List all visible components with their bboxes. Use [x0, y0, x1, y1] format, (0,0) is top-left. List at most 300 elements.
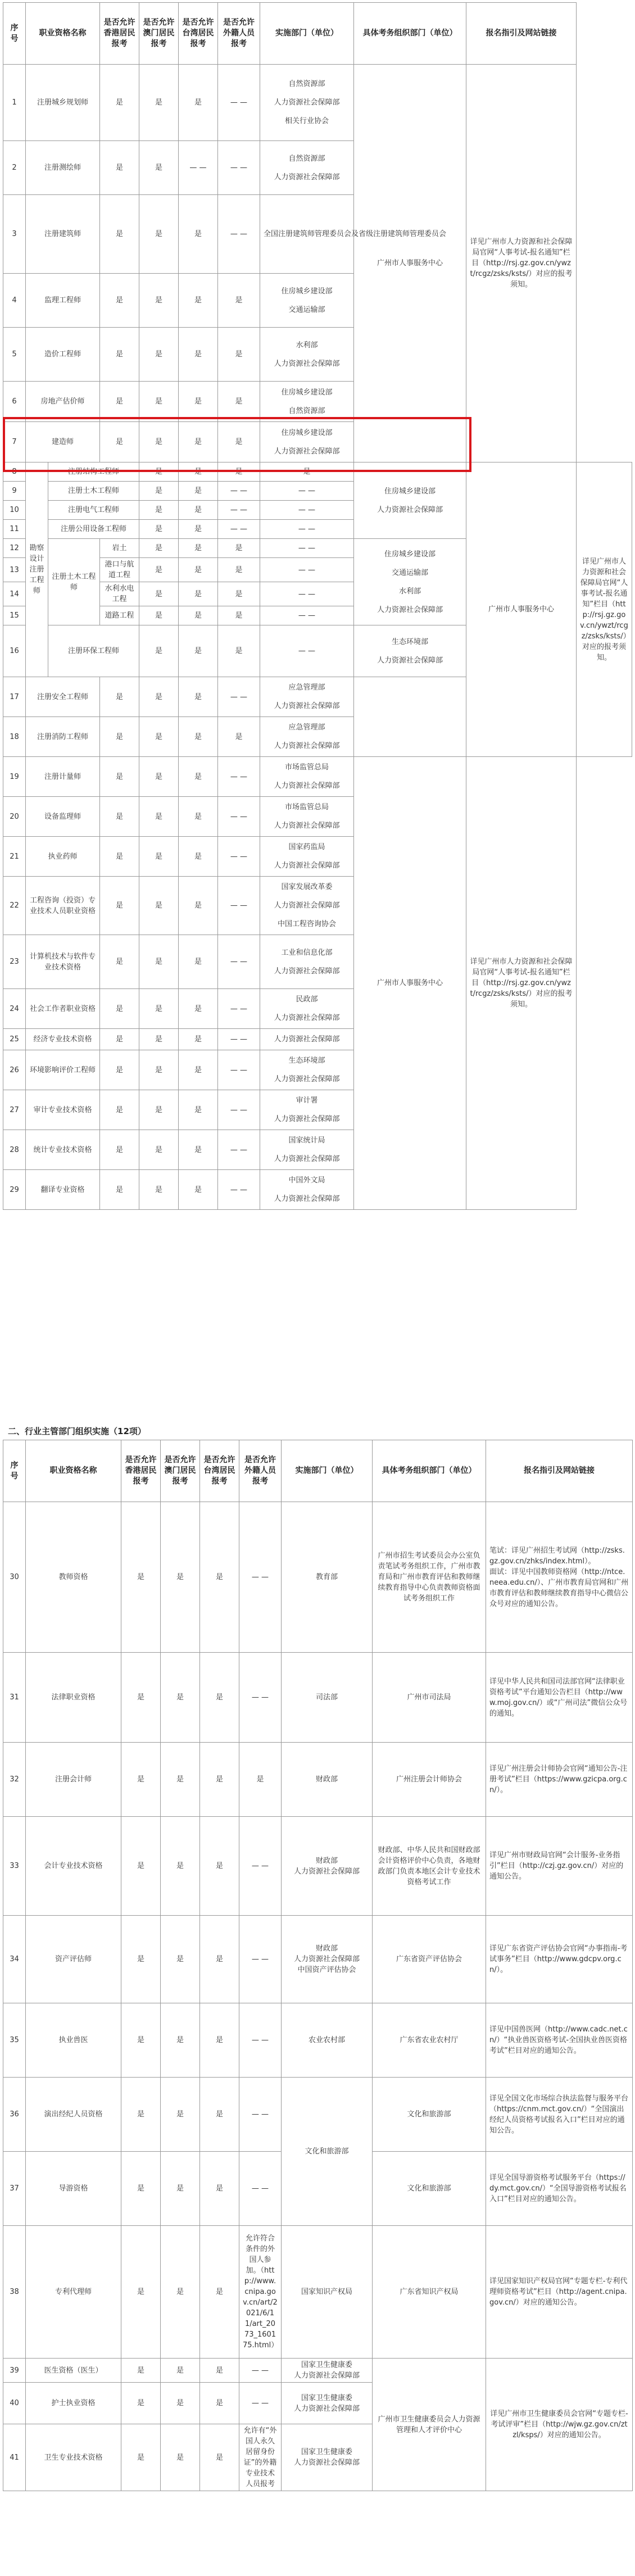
tw-allowed: 是: [200, 2226, 239, 2359]
qualification-name: 医生资格（医生）: [26, 2359, 121, 2383]
col-header-hk: 是否允许香港居民报考: [100, 3, 139, 65]
section-2-title: 二、行业主管部门组织实施（12项）: [8, 1426, 146, 1436]
qualification-name: 卫生专业技术资格: [26, 2424, 121, 2491]
table-header-row: [3, 1440, 633, 1502]
mo-allowed: 是: [179, 606, 218, 625]
dept-line: 住房城乡建设部: [384, 550, 436, 559]
foreign-allowed: — —: [218, 1029, 260, 1050]
qualification-name: 导游资格: [26, 2152, 121, 2226]
tw-allowed: 是: [179, 65, 218, 141]
mo-allowed: 是: [161, 2226, 200, 2359]
implementing-dept: 财政部 人力资源社会保障部: [282, 1817, 373, 1916]
qualification-name: 注册电气工程师: [48, 501, 139, 520]
implementing-dept: 国家知识产权局: [282, 2226, 373, 2359]
dept-line: 住房城乡建设部: [281, 428, 333, 437]
dept-line: 全国注册建筑师管理委员会及省级注册建筑师管理委员会: [264, 230, 447, 238]
hk-allowed: 是: [100, 1029, 139, 1050]
mo-allowed: 是: [139, 877, 179, 935]
qualification-name: 注册土木工程师: [48, 482, 139, 501]
hk-allowed: 是: [139, 501, 179, 520]
tw-allowed: 是: [218, 625, 260, 677]
dept-line: 人力资源社会保障部: [274, 967, 340, 976]
tw-allowed: 是: [218, 582, 260, 606]
foreign-allowed: — —: [260, 501, 354, 520]
subgroup-label: 注册土木工程师: [48, 539, 100, 625]
mo-allowed: 是: [139, 382, 179, 422]
registration-guide: 详见广州注册会计师协会官网“通知公告-注册考试”栏目（https://www.gzicpa.org.cn/）。: [486, 1743, 633, 1817]
foreign-allowed: — —: [239, 1817, 282, 1916]
exam-organizer: 广州市人事服务中心: [354, 65, 466, 462]
table-row: [3, 2359, 633, 2383]
col-header-guide: 报名指引及网站链接: [486, 1440, 633, 1502]
dept-line: 交通运输部: [288, 305, 325, 314]
foreign-allowed: — —: [239, 2359, 282, 2383]
mo-allowed: 是: [161, 1817, 200, 1916]
col-header-name: 职业资格名称: [26, 1440, 121, 1502]
table-row: [3, 2003, 633, 2078]
tw-allowed: 是: [179, 422, 218, 462]
tw-allowed: 是: [200, 1502, 239, 1653]
row-index: 28: [3, 1130, 26, 1170]
mo-allowed: 是: [161, 2078, 200, 2152]
mo-allowed: 是: [139, 274, 179, 328]
qualification-name: 执业兽医: [26, 2003, 121, 2078]
hk-allowed: 是: [139, 606, 179, 625]
row-index: 32: [3, 1743, 26, 1817]
mo-allowed: 是: [139, 1130, 179, 1170]
row-index: 20: [3, 797, 26, 837]
hk-allowed: 是: [100, 328, 139, 382]
hk-allowed: 是: [100, 195, 139, 274]
hk-allowed: 是: [100, 797, 139, 837]
dept-line: 国家药监局: [288, 843, 325, 851]
foreign-allowed: — —: [239, 2383, 282, 2424]
col-header-org: 具体考务组织部门（单位）: [373, 1440, 486, 1502]
implementing-dept: [260, 877, 354, 935]
mo-allowed: 是: [161, 2359, 200, 2383]
foreign-allowed: — —: [218, 65, 260, 141]
dept-line: 人力资源社会保障部: [377, 656, 443, 665]
tw-allowed: 是: [179, 1130, 218, 1170]
table-row: [3, 2078, 633, 2152]
implementing-dept: [260, 677, 354, 717]
qualification-name: 注册建筑师: [26, 195, 100, 274]
hk-allowed: 是: [139, 625, 179, 677]
implementing-dept: [354, 539, 466, 625]
row-index: 22: [3, 877, 26, 935]
table-row: [3, 2226, 633, 2359]
foreign-allowed: — —: [239, 2003, 282, 2078]
highlight-box: [3, 417, 471, 472]
row-index: 7: [3, 422, 26, 462]
mo-allowed: 是: [139, 717, 179, 757]
tw-allowed: 是: [218, 558, 260, 582]
row-index: 31: [3, 1653, 26, 1743]
hk-allowed: 是: [121, 2383, 161, 2424]
registration-guide: 详见全国文化市场综合执法监督与服务平台（https://cnm.mct.gov.cn/）“全国演出经纪人员资格考试报名入口”栏目对应的通知公告。: [486, 2078, 633, 2152]
tw-allowed: — —: [179, 141, 218, 195]
foreign-allowed: 是: [218, 328, 260, 382]
dept-line: 应急管理部: [288, 723, 325, 732]
foreign-allowed: 是: [239, 1743, 282, 1817]
group-label: 勘察设计注册工程师: [26, 462, 48, 677]
row-index: 13: [3, 558, 26, 582]
row-index: 38: [3, 2226, 26, 2359]
foreign-allowed: — —: [218, 195, 260, 274]
tw-allowed: 是: [200, 2424, 239, 2491]
implementing-dept: 文化和旅游部: [282, 2078, 373, 2226]
dept-line: 人力资源社会保障部: [274, 861, 340, 870]
row-index: 4: [3, 274, 26, 328]
foreign-allowed: — —: [260, 606, 354, 625]
row-index: 19: [3, 757, 26, 797]
row-index: 39: [3, 2359, 26, 2383]
dept-line: 市场监管总局: [284, 803, 329, 811]
hk-allowed: 是: [139, 482, 179, 501]
hk-allowed: 是: [100, 935, 139, 989]
foreign-allowed: — —: [218, 1050, 260, 1090]
qualification-name: 注册消防工程师: [26, 717, 100, 757]
qualification-name: 注册环保工程师: [48, 625, 139, 677]
dept-line: 中国外文局: [288, 1176, 325, 1185]
registration-guide: 详见广州市人力资源和社会保障局官网“人事考试-报名通知”栏目（http://rsj.gz.gov.cn/ywzt/rcgz/zsks/ksts/）对应的报考须知。: [466, 757, 577, 1210]
hk-allowed: 是: [100, 677, 139, 717]
qualification-name: 资产评估师: [26, 1916, 121, 2003]
implementing-dept: [260, 65, 354, 141]
implementing-dept: [260, 837, 354, 877]
qualification-name: 护士执业资格: [26, 2383, 121, 2424]
hk-allowed: 是: [139, 558, 179, 582]
tw-allowed: 是: [218, 462, 260, 482]
dept-line: 自然资源部: [288, 80, 325, 88]
exam-organizer: 财政部、中华人民共和国财政部会计资格评价中心负责，各地财政部门负责本地区会计专业技术资格考试工作: [373, 1817, 486, 1916]
foreign-allowed: 允许符合条件的外国人参加。（http://www.cnipa.gov.cn/art/2021/6/11/art_2073_160175.html）: [239, 2226, 282, 2359]
dept-line: 人力资源社会保障部: [274, 822, 340, 830]
hk-allowed: 是: [100, 274, 139, 328]
implementing-dept: 财政部 人力资源社会保障部 中国资产评估协会: [282, 1916, 373, 2003]
table-row: [3, 1916, 633, 2003]
foreign-allowed: — —: [218, 797, 260, 837]
mo-allowed: 是: [161, 1916, 200, 2003]
implementing-dept: 财政部: [282, 1743, 373, 1817]
col-header-mo: 是否允许澳门居民报考: [161, 1440, 200, 1502]
foreign-allowed: 是: [260, 462, 354, 482]
tw-allowed: 是: [179, 757, 218, 797]
table-row: [3, 1817, 633, 1916]
tw-allowed: 是: [218, 539, 260, 558]
tw-allowed: 是: [200, 1743, 239, 1817]
mo-allowed: 是: [161, 1743, 200, 1817]
mo-allowed: 是: [139, 989, 179, 1029]
row-index: 5: [3, 328, 26, 382]
tw-allowed: 是: [179, 382, 218, 422]
col-header-tw: 是否允许台湾居民报考: [179, 3, 218, 65]
tw-allowed: 是: [200, 2003, 239, 2078]
row-index: 34: [3, 1916, 26, 2003]
foreign-allowed: — —: [239, 1916, 282, 2003]
row-index: 26: [3, 1050, 26, 1090]
col-header-foreign: 是否允许外籍人员报考: [218, 3, 260, 65]
hk-allowed: 是: [100, 877, 139, 935]
dept-line: 人力资源社会保障部: [274, 1155, 340, 1163]
exam-organizer: 广东省知识产权局: [373, 2226, 486, 2359]
mo-allowed: 是: [161, 2152, 200, 2226]
col-header-mo: 是否允许澳门居民报考: [139, 3, 179, 65]
row-index: 11: [3, 520, 26, 539]
qualification-name: 经济专业技术资格: [26, 1029, 100, 1050]
hk-allowed: 是: [139, 462, 179, 482]
exam-organizer: 广州市人事服务中心: [466, 462, 577, 757]
exam-organizer: 广州市卫生健康委员会人力资源管理和人才评价中心: [373, 2359, 486, 2491]
mo-allowed: 是: [139, 328, 179, 382]
registration-guide: 详见中国兽医网（http://www.cadc.net.cn/）“执业兽医资格考试-全国执业兽医资格考试”栏目对应的通知公告。: [486, 2003, 633, 2078]
qualification-name: 注册城乡规划师: [26, 65, 100, 141]
row-index: 29: [3, 1170, 26, 1210]
mo-allowed: 是: [179, 520, 218, 539]
foreign-allowed: 是: [218, 717, 260, 757]
dept-line: 水利部: [296, 341, 318, 350]
row-index: 40: [3, 2383, 26, 2424]
row-index: 8: [3, 462, 26, 482]
row-index: 17: [3, 677, 26, 717]
qualification-name: 执业药师: [26, 837, 100, 877]
tw-allowed: 是: [179, 989, 218, 1029]
hk-allowed: 是: [121, 2003, 161, 2078]
implementing-dept: [260, 1170, 354, 1210]
dept-line: 人力资源社会保障部: [274, 1195, 340, 1203]
mo-allowed: 是: [139, 1029, 179, 1050]
foreign-allowed: — —: [218, 677, 260, 717]
dept-line: 生态环境部: [391, 637, 428, 646]
mo-allowed: 是: [139, 677, 179, 717]
mo-allowed: 是: [139, 797, 179, 837]
table-row: [3, 65, 632, 141]
implementing-dept: 农业农村部: [282, 2003, 373, 2078]
mo-allowed: 是: [179, 539, 218, 558]
dept-line: 审计署: [296, 1096, 318, 1105]
qualification-name: 工程咨询（投资）专业技术人员职业资格: [26, 877, 100, 935]
registration-guide: 详见广州市人力资源和社会保障局官网“人事考试-报名通知”栏目（http://rsj.gz.gov.cn/ywzt/rcgz/zsks/ksts/）对应的报考须知。: [577, 462, 632, 757]
hk-allowed: 是: [121, 2078, 161, 2152]
implementing-dept: [354, 462, 466, 539]
tw-allowed: — —: [218, 520, 260, 539]
qualification-name: 建造师: [26, 422, 100, 462]
foreign-allowed: 是: [218, 382, 260, 422]
mo-allowed: 是: [161, 2383, 200, 2424]
qualification-name: 演出经纪人员资格: [26, 2078, 121, 2152]
tw-allowed: 是: [179, 195, 218, 274]
dept-line: 自然资源部: [288, 154, 325, 163]
tw-allowed: 是: [179, 837, 218, 877]
implementing-dept: 国家卫生健康委 人力资源社会保障部: [282, 2424, 373, 2491]
table-row: [3, 757, 632, 797]
row-index: 41: [3, 2424, 26, 2491]
foreign-allowed: — —: [260, 482, 354, 501]
exam-organizer: 广州注册会计师协会: [373, 1743, 486, 1817]
foreign-allowed: — —: [260, 520, 354, 539]
mo-allowed: 是: [139, 837, 179, 877]
implementing-dept: [260, 757, 354, 797]
implementing-dept: [260, 1050, 354, 1090]
dept-line: 国家发展改革委: [281, 883, 333, 891]
exam-organizer: 广东省资产评估协会: [373, 1916, 486, 2003]
hk-allowed: 是: [100, 757, 139, 797]
tw-allowed: 是: [179, 717, 218, 757]
implementing-dept: [260, 717, 354, 757]
exam-organizer: 文化和旅游部: [373, 2152, 486, 2226]
dept-line: 住房城乡建设部: [281, 287, 333, 296]
foreign-allowed: — —: [218, 935, 260, 989]
dept-line: 人力资源社会保障部: [274, 1035, 340, 1044]
foreign-allowed: — —: [218, 1170, 260, 1210]
mo-allowed: 是: [139, 757, 179, 797]
qualification-name: 房地产估价师: [26, 382, 100, 422]
tw-allowed: 是: [200, 2152, 239, 2226]
dept-line: 人力资源社会保障部: [274, 1075, 340, 1083]
implementing-dept: [260, 1090, 354, 1130]
dept-line: 人力资源社会保障部: [274, 782, 340, 790]
row-index: 12: [3, 539, 26, 558]
tw-allowed: 是: [200, 2078, 239, 2152]
hk-allowed: 是: [121, 2152, 161, 2226]
row-index: 18: [3, 717, 26, 757]
qualification-table-part2: [3, 1440, 633, 2491]
row-index: 9: [3, 482, 26, 501]
tw-allowed: 是: [200, 1916, 239, 2003]
row-index: 10: [3, 501, 26, 520]
qualification-name: 港口与航道工程: [100, 558, 139, 582]
registration-guide: 笔试：详见广州招生考试网（http://zsks.gz.gov.cn/zhks/index.html）。 面试：详见中国教师资格网（http://ntce.neea.edu.cn/）、广州市教育局官网和广州市教育评估和教师继续教育指导中心微信公众号对应的通知公告。: [486, 1502, 633, 1653]
qualification-name: 注册会计师: [26, 1743, 121, 1817]
tw-allowed: 是: [179, 1029, 218, 1050]
dept-line: 市场监管总局: [284, 763, 329, 772]
qualification-name: 计算机技术与软件专业技术资格: [26, 935, 100, 989]
col-header-name: 职业资格名称: [26, 3, 100, 65]
hk-allowed: 是: [121, 1743, 161, 1817]
row-index: 27: [3, 1090, 26, 1130]
row-index: 15: [3, 606, 26, 625]
registration-guide: 详见广州市卫生健康委员会官网“专题专栏-考试评审”栏目（http://wjw.gz.gov.cn/ztzl/ksps/）对应的通知公告。: [486, 2359, 633, 2491]
qualification-name: 水利水电工程: [100, 582, 139, 606]
hk-allowed: 是: [100, 1170, 139, 1210]
hk-allowed: 是: [139, 539, 179, 558]
mo-allowed: 是: [161, 2003, 200, 2078]
qualification-name: 教师资格: [26, 1502, 121, 1653]
implementing-dept: [260, 935, 354, 989]
row-index: 35: [3, 2003, 26, 2078]
tw-allowed: 是: [179, 1090, 218, 1130]
qualification-name: 统计专业技术资格: [26, 1130, 100, 1170]
tw-allowed: 是: [218, 606, 260, 625]
tw-allowed: 是: [200, 1653, 239, 1743]
hk-allowed: 是: [121, 1502, 161, 1653]
dept-line: 人力资源社会保障部: [274, 173, 340, 182]
tw-allowed: 是: [179, 877, 218, 935]
qualification-name: 注册结构工程师: [48, 462, 139, 482]
dept-line: 人力资源社会保障部: [274, 901, 340, 910]
dept-line: 人力资源社会保障部: [274, 742, 340, 750]
foreign-allowed: — —: [218, 837, 260, 877]
qualification-name: 注册安全工程师: [26, 677, 100, 717]
dept-line: 人力资源社会保障部: [377, 605, 443, 614]
exam-organizer: 文化和旅游部: [373, 2078, 486, 2152]
mo-allowed: 是: [139, 422, 179, 462]
foreign-allowed: — —: [239, 2078, 282, 2152]
qualification-name: 岩土: [100, 539, 139, 558]
dept-line: 人力资源社会保障部: [377, 505, 443, 514]
qualification-name: 社会工作者职业资格: [26, 989, 100, 1029]
registration-guide: 详见国家知识产权局官网“专题专栏-专利代理师资格考试”栏目（http://agent.cnipa.gov.cn/）对应的通知公告。: [486, 2226, 633, 2359]
tw-allowed: 是: [179, 274, 218, 328]
implementing-dept: 国家卫生健康委 人力资源社会保障部: [282, 2383, 373, 2424]
tw-allowed: 是: [200, 2359, 239, 2383]
row-index: 24: [3, 989, 26, 1029]
col-header-tw: 是否允许台湾居民报考: [200, 1440, 239, 1502]
hk-allowed: 是: [100, 141, 139, 195]
foreign-allowed: — —: [218, 1090, 260, 1130]
dept-line: 水利部: [398, 587, 421, 596]
exam-organizer: 广州市招生考试委员会办公室负责笔试考务组织工作，广州市教育局和广州市教育评估和教师继续教育指导中心负责教师资格面试考务组织工作: [373, 1502, 486, 1653]
tw-allowed: 是: [179, 328, 218, 382]
hk-allowed: 是: [121, 2226, 161, 2359]
hk-allowed: 是: [100, 422, 139, 462]
hk-allowed: 是: [121, 2424, 161, 2491]
dept-line: 国家统计局: [288, 1136, 325, 1145]
dept-line: 民政部: [296, 995, 318, 1004]
hk-allowed: 是: [121, 1653, 161, 1743]
hk-allowed: 是: [121, 1916, 161, 2003]
implementing-dept: [260, 328, 354, 382]
mo-allowed: 是: [179, 582, 218, 606]
dept-line: 人力资源社会保障部: [274, 98, 340, 107]
col-header-guide: 报名指引及网站链接: [466, 3, 577, 65]
dept-line: 自然资源部: [288, 406, 325, 415]
dept-line: 人力资源社会保障部: [274, 1115, 340, 1123]
mo-allowed: 是: [139, 1170, 179, 1210]
hk-allowed: 是: [121, 2359, 161, 2383]
implementing-dept: 国家卫生健康委 人力资源社会保障部: [282, 2359, 373, 2383]
qualification-name: 注册测绘师: [26, 141, 100, 195]
mo-allowed: 是: [161, 2424, 200, 2491]
qualification-name: 设备监理师: [26, 797, 100, 837]
dept-line: 住房城乡建设部: [281, 388, 333, 397]
tw-allowed: 是: [200, 2383, 239, 2424]
implementing-dept: [260, 989, 354, 1029]
hk-allowed: 是: [100, 1050, 139, 1090]
dept-line: 住房城乡建设部: [384, 487, 436, 496]
dept-line: 人力资源社会保障部: [274, 1014, 340, 1022]
tw-allowed: 是: [179, 935, 218, 989]
row-index: 23: [3, 935, 26, 989]
registration-guide: 详见全国导游资格考试服务平台（https://dy.mct.gov.cn/）“全国导游资格考试报名入口”栏目对应的通知公告。: [486, 2152, 633, 2226]
col-header-dept: 实施部门（单位）: [282, 1440, 373, 1502]
foreign-allowed: — —: [218, 877, 260, 935]
row-index: 6: [3, 382, 26, 422]
foreign-allowed: — —: [239, 1653, 282, 1743]
qualification-name: 环境影响评价工程师: [26, 1050, 100, 1090]
foreign-allowed: — —: [218, 141, 260, 195]
dept-line: 交通运输部: [391, 568, 428, 577]
exam-organizer: 广州市人事服务中心: [354, 757, 466, 1210]
foreign-allowed: 是: [218, 274, 260, 328]
col-header-index: 序号: [3, 3, 26, 65]
tw-allowed: — —: [218, 482, 260, 501]
registration-guide: 详见广东省资产评估协会官网“办事指南-考试事务”栏目（http://www.gdcpv.org.cn/）。: [486, 1916, 633, 2003]
registration-guide: 详见广州市人力资源和社会保障局官网“人事考试-报名通知”栏目（http://rsj.gz.gov.cn/ywzt/rcgz/zsks/ksts/）对应的报考须知。: [466, 65, 577, 462]
row-index: 33: [3, 1817, 26, 1916]
foreign-allowed: 允许有“外国人永久居留身份证”的外籍专业技术人员报考: [239, 2424, 282, 2491]
hk-allowed: 是: [100, 65, 139, 141]
